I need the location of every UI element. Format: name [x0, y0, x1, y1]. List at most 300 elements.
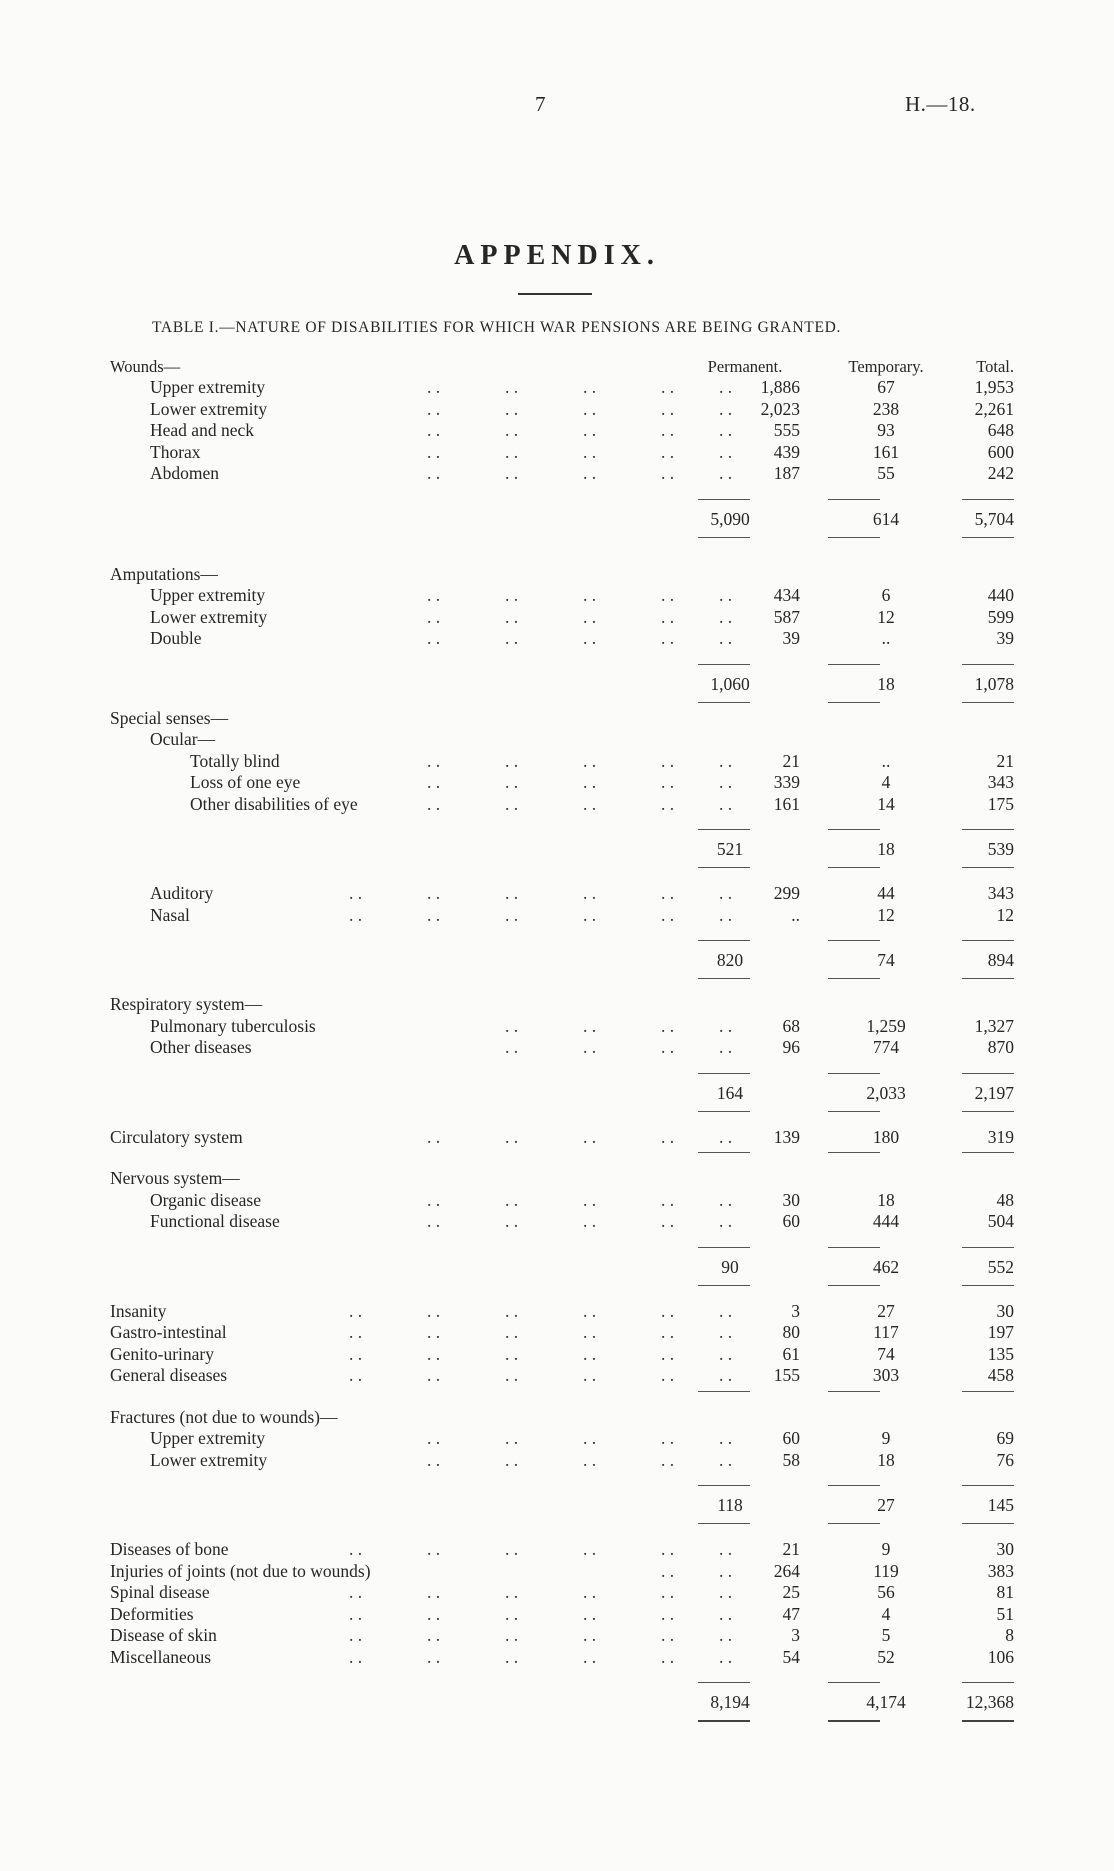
rule-row	[110, 863, 1014, 873]
total-value: 319	[987, 1126, 1014, 1147]
table-row	[110, 1604, 1014, 1626]
permanent-value: 587	[773, 606, 800, 627]
total-value: 504	[987, 1211, 1014, 1231]
temporary-value: 774	[872, 1037, 900, 1057]
rule-row	[110, 533, 1014, 543]
total-value: 600	[987, 441, 1014, 462]
permanent-value: 60	[782, 1211, 800, 1231]
rule	[698, 537, 750, 538]
table-row	[110, 1016, 1014, 1038]
total-value: 30	[996, 1539, 1014, 1559]
leader-dot-group: . .	[505, 883, 519, 903]
permanent-value: 155	[773, 1365, 800, 1385]
rule	[828, 1073, 880, 1074]
table-row	[110, 463, 1014, 485]
leader-dot-group: . .	[505, 1539, 519, 1559]
rule	[962, 1285, 1014, 1286]
leader-dot-group: . .	[427, 1582, 441, 1602]
leader-dot-group: . .	[505, 1211, 519, 1231]
total-value: 106	[987, 1646, 1014, 1667]
row-label: Abdomen	[150, 463, 220, 483]
leader-dot-group: . .	[427, 883, 441, 903]
leader-dot-group: . .	[505, 1126, 519, 1147]
leader-dot-group: . .	[427, 1539, 441, 1559]
temporary-value: 1,259	[866, 1015, 906, 1036]
leader-dot-group: . .	[505, 1625, 519, 1645]
rule	[962, 1682, 1014, 1683]
permanent-value: 54	[782, 1646, 800, 1667]
table-row	[110, 905, 1014, 927]
leader-dot-group: . .	[583, 1603, 597, 1624]
rule	[698, 829, 750, 830]
leader-dot-group: . .	[583, 1322, 597, 1342]
disabilities-table	[110, 357, 1014, 1726]
rule	[698, 702, 750, 703]
permanent-value: 58	[782, 1449, 800, 1470]
rule-row	[110, 1481, 1014, 1491]
row-label: Pulmonary tuberculosis	[150, 1015, 316, 1036]
row-label: Disease of skin	[110, 1625, 217, 1645]
total-subtotal: 5,704	[974, 508, 1014, 529]
leader-dot-group: . .	[427, 441, 441, 462]
leader-dot-group: . .	[719, 628, 733, 648]
rule	[828, 702, 880, 703]
leader-dot-group: . .	[719, 377, 733, 397]
rule-row	[110, 1243, 1014, 1253]
column-header-total: Total.	[976, 357, 1014, 376]
total-value: 51	[996, 1603, 1014, 1624]
leader-dot-group: . .	[661, 1322, 675, 1342]
total-value: 383	[987, 1560, 1014, 1581]
section-heading-respiratory: Respiratory system—	[110, 994, 263, 1014]
permanent-value: ..	[791, 904, 800, 925]
leader-dot-group: . .	[661, 1015, 675, 1036]
total-value: 135	[987, 1343, 1014, 1364]
leader-dot-group: . .	[583, 1343, 597, 1364]
leader-dot-group: . .	[427, 1343, 441, 1364]
leader-dot-group: . .	[661, 606, 675, 627]
total-value: 343	[987, 772, 1014, 792]
rule	[698, 1391, 750, 1392]
leader-dot-group: . .	[427, 606, 441, 627]
leader-dot-group: . .	[349, 1582, 363, 1602]
leader-dot-group: . .	[427, 1126, 441, 1147]
permanent-value: 2,023	[760, 398, 800, 419]
row-label: Deformities	[110, 1603, 194, 1624]
leader-dot-group: . .	[661, 441, 675, 462]
rule-row	[110, 1107, 1014, 1117]
leader-dot-group: . .	[349, 883, 363, 903]
section-heading-row	[110, 708, 1014, 730]
permanent-value: 139	[773, 1126, 800, 1147]
temporary-subtotal: 4,174	[866, 1692, 906, 1712]
rule	[698, 1285, 750, 1286]
leader-dot-group: . .	[505, 1582, 519, 1602]
rule	[962, 1485, 1014, 1486]
section-heading-row	[110, 1407, 1014, 1429]
rule	[698, 1247, 750, 1248]
temporary-value: ..	[881, 628, 891, 648]
leader-dot-group: . .	[583, 377, 597, 397]
total-subtotal: 894	[987, 950, 1014, 970]
row-label: Nasal	[150, 904, 190, 925]
permanent-value: 96	[782, 1037, 800, 1057]
leader-dot-group: . .	[505, 1428, 519, 1448]
temporary-subtotal: 18	[877, 839, 895, 859]
rule	[962, 1523, 1014, 1524]
leader-dot-group: . .	[661, 1037, 675, 1057]
leader-dot-group: . .	[719, 1322, 733, 1342]
leader-dot-group: . .	[505, 1322, 519, 1342]
leader-dot-group: . .	[583, 1126, 597, 1147]
temporary-value: 117	[873, 1322, 899, 1342]
leader-dot-group: . .	[719, 398, 733, 419]
temporary-value: ..	[881, 750, 891, 771]
rule	[828, 1152, 880, 1153]
leader-dot-group: . .	[583, 1582, 597, 1602]
leader-dot-group: . .	[427, 904, 441, 925]
leader-dot-group: . .	[583, 420, 597, 440]
permanent-value: 68	[782, 1015, 800, 1036]
leader-dot-group: . .	[719, 1189, 733, 1210]
leader-dot-group: . .	[661, 1625, 675, 1645]
total-subtotal: 1,078	[974, 673, 1014, 694]
total-value: 343	[987, 883, 1014, 903]
permanent-value: 3	[791, 1625, 800, 1645]
leader-dot-group: . .	[661, 585, 675, 605]
leader-dot-group: . .	[505, 1603, 519, 1624]
leader-dot-group: . .	[583, 606, 597, 627]
rule	[698, 1682, 750, 1683]
table-row	[110, 607, 1014, 629]
row-label: Circulatory system	[110, 1126, 243, 1147]
table-row	[110, 1561, 1014, 1583]
leader-dot-group: . .	[505, 1449, 519, 1470]
leader-dot-group: . .	[583, 441, 597, 462]
subtotal-row	[110, 1253, 1014, 1281]
leader-dot-group: . .	[661, 1211, 675, 1231]
leader-dot-group: . .	[719, 463, 733, 483]
permanent-subtotal: 521	[716, 839, 744, 859]
subsection-heading-row	[110, 729, 1014, 751]
leader-dot-group: . .	[427, 1365, 441, 1385]
leader-dot-group: . .	[427, 750, 441, 771]
rule-row	[110, 660, 1014, 670]
row-label: Upper extremity	[150, 585, 266, 605]
total-subtotal: 12,368	[965, 1692, 1014, 1712]
rule	[828, 664, 880, 665]
permanent-value: 434	[773, 585, 800, 605]
table-row	[110, 1582, 1014, 1604]
table-row	[110, 442, 1014, 464]
leader-dot-group: . .	[719, 772, 733, 792]
leader-dot-group: . .	[719, 1449, 733, 1470]
leader-dot-group: . .	[719, 883, 733, 903]
total-value: 197	[987, 1322, 1014, 1342]
row-label: Diseases of bone	[110, 1539, 229, 1559]
temporary-value: 52	[877, 1646, 895, 1667]
permanent-value: 299	[773, 883, 800, 903]
leader-dot-group: . .	[349, 1646, 363, 1667]
table-row	[110, 628, 1014, 650]
leader-dot-group: . .	[505, 1365, 519, 1385]
total-value: 2,261	[974, 398, 1014, 419]
temporary-value: 9	[881, 1428, 891, 1448]
table-row	[110, 1344, 1014, 1366]
rule-row	[110, 495, 1014, 505]
permanent-value: 25	[782, 1582, 800, 1602]
row-label: Insanity	[110, 1300, 167, 1321]
permanent-value: 47	[782, 1603, 800, 1624]
column-header-permanent: Permanent.	[707, 357, 783, 376]
leader-dot-group: . .	[661, 1300, 675, 1321]
leader-dot-group: . .	[349, 1343, 363, 1364]
leader-dot-group: . .	[719, 1211, 733, 1231]
leader-dot-group: . .	[583, 1211, 597, 1231]
leader-dot-group: . .	[719, 904, 733, 925]
leader-dot-group: . .	[719, 1646, 733, 1667]
leader-dot-group: . .	[349, 1300, 363, 1321]
temporary-value: 74	[877, 1343, 895, 1364]
leader-dot-group: . .	[719, 1428, 733, 1448]
total-subtotal: 552	[987, 1256, 1014, 1277]
leader-dot-group: . .	[583, 750, 597, 771]
leader-dot-group: . .	[583, 1539, 597, 1559]
row-label: Functional disease	[150, 1211, 280, 1231]
leader-dot-group: . .	[349, 1365, 363, 1385]
leader-dot-group: . .	[583, 883, 597, 903]
leader-dot-group: . .	[719, 1582, 733, 1602]
table-row	[110, 585, 1014, 607]
subtotal-row	[110, 946, 1014, 974]
section-heading-row	[110, 564, 1014, 586]
leader-dot-group: . .	[583, 628, 597, 648]
page-title: APPENDIX.	[454, 240, 660, 271]
leader-dot-group: . .	[349, 1322, 363, 1342]
table-header-row	[110, 357, 1014, 377]
leader-dot-group: . .	[583, 1449, 597, 1470]
table-row	[110, 1037, 1014, 1059]
permanent-subtotal: 1,060	[710, 673, 750, 694]
leader-dot-group: . .	[661, 750, 675, 771]
leader-dot-group: . .	[427, 1211, 441, 1231]
rule	[962, 940, 1014, 941]
leader-dot-group: . .	[427, 585, 441, 605]
leader-dot-group: . .	[349, 904, 363, 925]
table-row	[110, 1539, 1014, 1561]
leader-dot-group: . .	[719, 585, 733, 605]
leader-dot-group: . .	[719, 606, 733, 627]
leader-dot-group: . .	[427, 1603, 441, 1624]
rule	[698, 1485, 750, 1486]
total-subtotal: 539	[987, 839, 1014, 859]
rule	[828, 1391, 880, 1392]
row-label: Other disabilities of eye	[190, 793, 358, 814]
leader-dot-group: . .	[427, 420, 441, 440]
rule	[828, 1247, 880, 1248]
rule	[962, 1152, 1014, 1153]
row-label: Upper extremity	[150, 1428, 266, 1448]
temporary-subtotal: 27	[877, 1495, 895, 1515]
leader-dot-group: . .	[719, 420, 733, 440]
leader-dot-group: . .	[583, 463, 597, 483]
leader-dot-group: . .	[719, 1365, 733, 1385]
permanent-value: 21	[782, 1539, 800, 1559]
rule-row	[110, 1387, 1014, 1397]
temporary-value: 14	[877, 793, 895, 814]
leader-dot-group: . .	[583, 585, 597, 605]
section-heading-row	[110, 1168, 1014, 1190]
permanent-subtotal: 118	[717, 1495, 743, 1515]
row-label: Auditory	[150, 883, 214, 903]
leader-dot-group: . .	[661, 1646, 675, 1667]
leader-dot-group: . .	[583, 1037, 597, 1057]
permanent-value: 1,886	[760, 377, 800, 397]
table-row	[110, 1322, 1014, 1344]
section-heading-fractures: Fractures (not due to wounds)—	[110, 1406, 338, 1427]
leader-dot-group: . .	[661, 1428, 675, 1448]
temporary-value: 9	[881, 1539, 891, 1559]
row-label: Upper extremity	[150, 377, 266, 397]
total-subtotal: 2,197	[974, 1082, 1014, 1103]
temporary-subtotal: 462	[872, 1256, 900, 1277]
leader-dot-group: . .	[505, 904, 519, 925]
leader-dot-group: . .	[349, 1625, 363, 1645]
permanent-subtotal: 8,194	[710, 1692, 750, 1712]
row-label: Lower extremity	[150, 398, 268, 419]
rule	[828, 1523, 880, 1524]
total-value: 69	[996, 1428, 1014, 1448]
temporary-value: 238	[872, 398, 900, 419]
row-label: Miscellaneous	[110, 1646, 212, 1667]
leader-dot-group: . .	[505, 772, 519, 792]
section-heading-special-senses: Special senses—	[110, 707, 229, 728]
table-row	[110, 1190, 1014, 1212]
total-value: 21	[996, 750, 1014, 771]
leader-dot-group: . .	[583, 1646, 597, 1667]
leader-dot-group: . .	[719, 1343, 733, 1364]
row-label: Thorax	[150, 441, 201, 462]
rule	[698, 1073, 750, 1074]
total-value: 12	[996, 904, 1014, 925]
leader-dot-group: . .	[505, 1015, 519, 1036]
section-heading-amputations: Amputations—	[110, 563, 218, 584]
temporary-subtotal: 74	[877, 950, 895, 970]
leader-dot-group: . .	[505, 398, 519, 419]
subsection-heading-ocular: Ocular—	[150, 729, 216, 749]
temporary-value: 444	[872, 1211, 900, 1231]
leader-dot-group: . .	[349, 1539, 363, 1559]
leader-dot-group: . .	[583, 1625, 597, 1645]
temporary-value: 93	[877, 420, 895, 440]
leader-dot-group: . .	[719, 793, 733, 814]
total-value: 648	[987, 420, 1014, 440]
title-underline	[518, 293, 592, 295]
leader-dot-group: . .	[719, 1560, 733, 1581]
page-number: 7	[535, 92, 546, 116]
rule	[962, 1720, 1014, 1722]
leader-dot-group: . .	[505, 420, 519, 440]
table-row	[110, 1428, 1014, 1450]
permanent-value: 555	[773, 420, 800, 440]
subtotal-row	[110, 670, 1014, 698]
table-row	[110, 772, 1014, 794]
leader-dot-group: . .	[719, 750, 733, 771]
temporary-value: 4	[881, 772, 891, 792]
row-label: Spinal disease	[110, 1582, 210, 1602]
table-row	[110, 1127, 1014, 1149]
leader-dot-group: . .	[427, 1322, 441, 1342]
leader-dot-group: . .	[583, 772, 597, 792]
rule-row	[110, 936, 1014, 946]
rule	[828, 1485, 880, 1486]
rule	[698, 1152, 750, 1153]
permanent-value: 39	[782, 628, 800, 648]
temporary-value: 180	[872, 1126, 900, 1147]
leader-dot-group: . .	[583, 1189, 597, 1210]
row-label: Double	[150, 628, 202, 648]
leader-dot-group: . .	[661, 377, 675, 397]
permanent-value: 30	[782, 1189, 800, 1210]
leader-dot-group: . .	[427, 1300, 441, 1321]
leader-dot-group: . .	[719, 1015, 733, 1036]
permanent-value: 187	[773, 463, 800, 483]
rule	[828, 867, 880, 868]
leader-dot-group: . .	[661, 398, 675, 419]
rule	[962, 664, 1014, 665]
rule	[962, 702, 1014, 703]
total-value: 30	[996, 1300, 1014, 1321]
temporary-value: 18	[877, 1449, 895, 1470]
rule	[698, 499, 750, 500]
table-row	[110, 883, 1014, 905]
leader-dot-group: . .	[505, 793, 519, 814]
row-label: Organic disease	[150, 1189, 261, 1210]
rule	[828, 1285, 880, 1286]
total-value: 76	[996, 1449, 1014, 1470]
leader-dot-group: . .	[583, 1365, 597, 1385]
temporary-value: 55	[877, 463, 895, 483]
leader-dot-group: . .	[505, 441, 519, 462]
leader-dot-group: . .	[583, 1015, 597, 1036]
subtotal-row	[110, 1079, 1014, 1107]
temporary-value: 67	[877, 377, 895, 397]
leader-dot-group: . .	[661, 883, 675, 903]
table-row	[110, 794, 1014, 816]
leader-dot-group: . .	[661, 1560, 675, 1581]
table-row	[110, 751, 1014, 773]
leader-dot-group: . .	[427, 772, 441, 792]
row-label: Injuries of joints (not due to wounds)	[110, 1560, 371, 1581]
temporary-value: 6	[881, 585, 891, 605]
total-value: 242	[987, 463, 1014, 483]
leader-dot-group: . .	[661, 904, 675, 925]
table-row	[110, 420, 1014, 442]
leader-dot-group: . .	[505, 377, 519, 397]
row-label: Genito-urinary	[110, 1343, 214, 1364]
total-value: 8	[1005, 1625, 1014, 1645]
temporary-value: 12	[877, 606, 895, 627]
rule-row	[110, 1148, 1014, 1158]
rule	[962, 537, 1014, 538]
leader-dot-group: . .	[661, 1365, 675, 1385]
rule-row	[110, 974, 1014, 984]
leader-dot-group: . .	[505, 750, 519, 771]
table-row	[110, 1450, 1014, 1472]
leader-dot-group: . .	[505, 1343, 519, 1364]
leader-dot-group: . .	[719, 1300, 733, 1321]
rule	[698, 940, 750, 941]
